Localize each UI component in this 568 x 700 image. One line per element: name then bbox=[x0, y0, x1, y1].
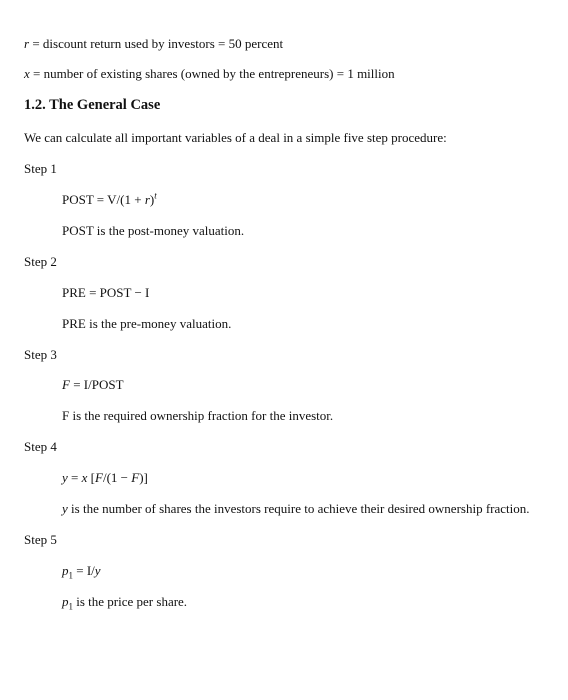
step-4-label: Step 4 bbox=[24, 439, 57, 454]
step-1-description: POST is the post-money valuation. bbox=[62, 223, 245, 238]
step-4-description: y is the number of shares the investors require to achieve their desired ownership fraction. bbox=[62, 501, 530, 516]
step-2-formula: PRE = POST − I bbox=[62, 285, 150, 300]
step-2-description: PRE is the pre-money valuation. bbox=[62, 316, 232, 331]
step-2-label: Step 2 bbox=[24, 254, 57, 269]
step-5-description: $p_1$ is the price per share. bbox=[62, 594, 188, 612]
def-x-text: = number of existing shares (owned by the entrepreneurs) = 1 million bbox=[29, 66, 395, 81]
step-1-label: Step 1 bbox=[24, 161, 57, 176]
r-symbol: r bbox=[24, 36, 30, 51]
step-3-label: Step 3 bbox=[24, 347, 57, 362]
step-5-formula: $p_1 = I/y$ bbox=[62, 563, 101, 581]
section-title: 1.2. The General Case bbox=[24, 97, 161, 113]
intro-text: We can calculate all important variables of a deal in a simple five step procedure: bbox=[24, 130, 447, 145]
def-r-text: = discount return used by investors = 50 percent bbox=[29, 36, 284, 51]
step-1-formula: POST = $V/(1 + r)^t$ bbox=[62, 190, 157, 207]
step-3-description: F is the required ownership fraction for the investor. bbox=[62, 408, 334, 423]
def-x bbox=[24, 66, 395, 82]
step-4-formula: y = x [F/(1 − F)] bbox=[62, 470, 148, 485]
def-r bbox=[24, 36, 283, 52]
x-symbol: x bbox=[24, 66, 30, 81]
step-5-label: Step 5 bbox=[24, 532, 57, 547]
step-3-formula: F = I/POST bbox=[62, 377, 124, 392]
